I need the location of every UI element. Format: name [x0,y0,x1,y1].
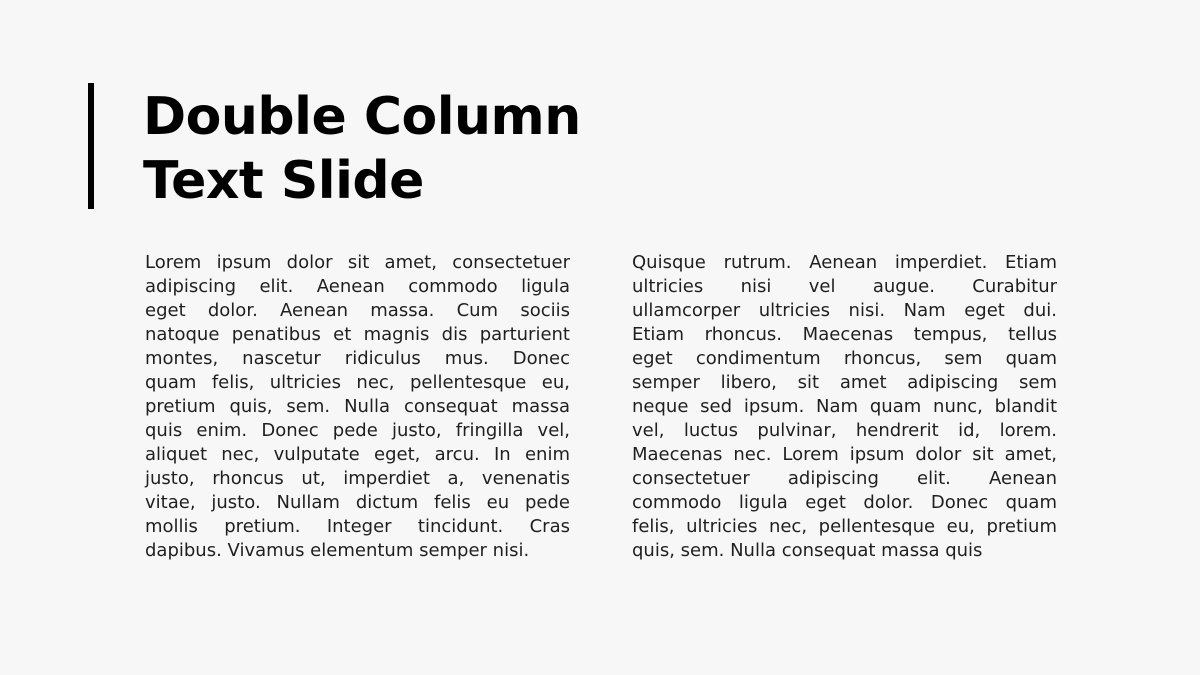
right-column-line: ullamcorper ultricies nisi. Nam eget dui. [632,300,1057,321]
left-column-line: pretium quis, sem. Nulla consequat massa [145,396,570,417]
left-column-line: Lorem ipsum dolor sit amet, consectetuer [145,252,570,273]
right-column-line: Quisque rutrum. Aenean imperdiet. Etiam [632,252,1057,273]
right-column-line: eget condimentum rhoncus, sem quam [632,348,1057,369]
right-text-column [632,251,1057,563]
right-column-line: quis, sem. Nulla consequat massa quis [632,540,983,561]
right-column-line: neque sed ipsum. Nam quam nunc, blandit [632,396,1057,417]
left-column-line: eget dolor. Aenean massa. Cum sociis [145,300,570,321]
right-column-line: ultricies nisi vel augue. Curabitur [632,276,1057,297]
right-column-line: semper libero, sit amet adipiscing sem [632,372,1057,393]
left-column-line: vitae, justo. Nullam dictum felis eu pede [145,492,570,513]
left-column-line: quam felis, ultricies nec, pellentesque eu, [145,372,570,393]
left-column-line: montes, nascetur ridiculus mus. Donec [145,348,570,369]
right-column-line: commodo ligula eget dolor. Donec quam [632,492,1057,513]
right-column-line: Etiam rhoncus. Maecenas tempus, tellus [632,324,1057,345]
left-column-line: justo, rhoncus ut, imperdiet a, venenatis [145,468,570,489]
slide-title-line: Double Column [143,87,581,147]
title-accent-bar [88,83,94,209]
slide-title [143,85,743,213]
right-column-line: felis, ultricies nec, pellentesque eu, pretium [632,516,1057,537]
left-column-line: dapibus. Vivamus elementum semper nisi. [145,540,530,561]
right-column-line: Maecenas nec. Lorem ipsum dolor sit amet, [632,444,1057,465]
slide-title-line: Text Slide [143,151,424,211]
left-column-line: quis enim. Donec pede justo, fringilla vel, [145,420,570,441]
left-column-line: mollis pretium. Integer tincidunt. Cras [145,516,570,537]
left-column-line: aliquet nec, vulputate eget, arcu. In enim [145,444,570,465]
left-column-line: adipiscing elit. Aenean commodo ligula [145,276,570,297]
left-text-column [145,251,570,563]
left-column-line: natoque penatibus et magnis dis parturient [145,324,570,345]
right-column-line: consectetuer adipiscing elit. Aenean [632,468,1057,489]
right-column-line: vel, luctus pulvinar, hendrerit id, lorem. [632,420,1057,441]
